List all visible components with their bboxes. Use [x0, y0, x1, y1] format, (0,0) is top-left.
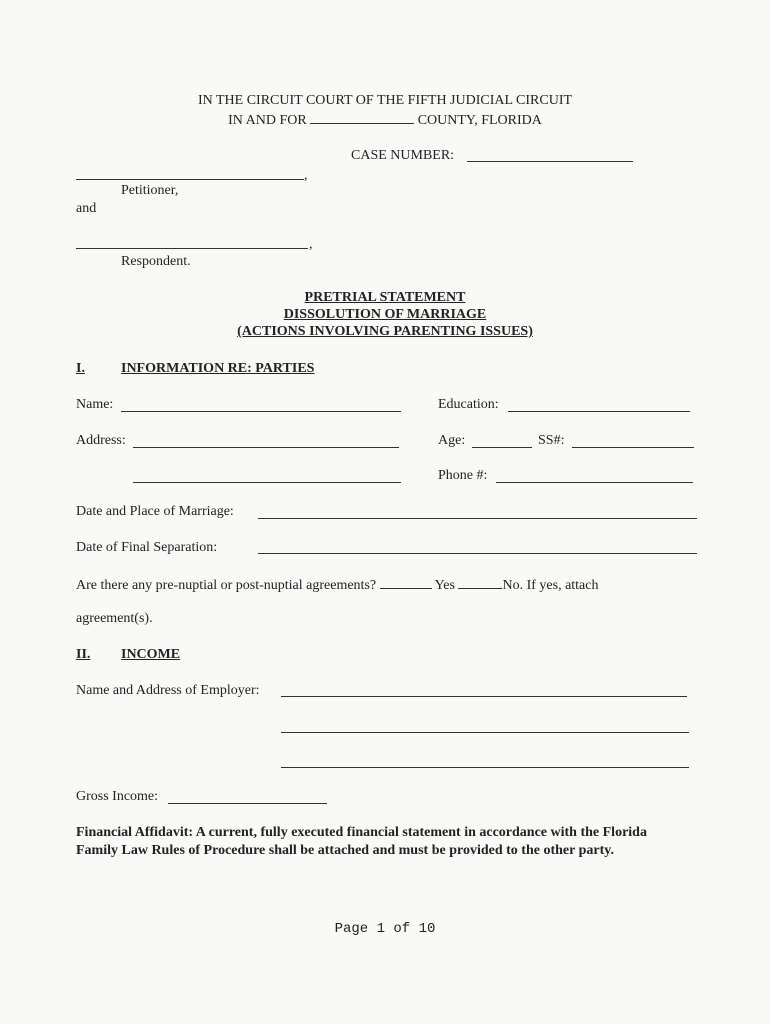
page-number: Page 1 of 10 — [334, 921, 436, 937]
ss-label: SS#: — [538, 433, 565, 448]
education-label: Education: — [438, 397, 499, 412]
gross-income-field[interactable] — [168, 803, 327, 804]
age-field[interactable] — [472, 447, 532, 448]
county-prefix: IN AND FOR — [228, 113, 307, 128]
phone-label: Phone #: — [438, 468, 488, 483]
address-field-1[interactable] — [133, 447, 399, 448]
education-field[interactable] — [508, 411, 690, 412]
county-line — [0, 111, 770, 129]
employer-label: Name and Address of Employer: — [76, 683, 260, 698]
county-field[interactable] — [310, 111, 414, 124]
title-line1: PRETRIAL STATEMENT — [304, 290, 466, 305]
affidavit-line2: Family Law Rules of Procedure shall be attached and must be provided to the other party. — [76, 843, 614, 858]
employer-field-2[interactable] — [281, 732, 689, 733]
respondent-field[interactable] — [76, 248, 308, 249]
section2-heading: INCOME — [121, 647, 181, 662]
agreements-yes-field[interactable] — [380, 576, 432, 589]
age-label: Age: — [438, 433, 466, 448]
agreements-cont: agreement(s). — [76, 611, 153, 626]
affidavit-line1: Financial Affidavit: A current, fully executed financial statement in accordance with the Florida — [76, 825, 647, 840]
respondent-comma: , — [309, 237, 313, 252]
name-label: Name: — [76, 397, 114, 412]
marriage-label: Date and Place of Marriage: — [76, 504, 234, 519]
section2-number: II. — [76, 647, 91, 662]
section1-number: I. — [76, 361, 85, 376]
gross-income-label: Gross Income: — [76, 789, 159, 804]
case-number-label: CASE NUMBER: — [351, 148, 455, 163]
petitioner-field[interactable] — [76, 179, 304, 180]
petitioner-comma: , — [304, 168, 308, 183]
yes-label: Yes — [434, 578, 455, 593]
title-line2: DISSOLUTION OF MARRIAGE — [283, 307, 487, 322]
separation-label: Date of Final Separation: — [76, 540, 218, 555]
and-label: and — [76, 201, 97, 216]
name-field[interactable] — [121, 411, 401, 412]
agreements-question — [76, 576, 599, 594]
court-name: IN THE CIRCUIT COURT OF THE FIFTH JUDICIAL CIRCUIT — [197, 93, 573, 108]
address-field-2[interactable] — [133, 482, 401, 483]
separation-field[interactable] — [258, 553, 697, 554]
title-line3: (ACTIONS INVOLVING PARENTING ISSUES) — [237, 324, 533, 339]
phone-field[interactable] — [496, 482, 693, 483]
no-label: No. If yes, attach — [502, 578, 599, 593]
employer-field-1[interactable] — [281, 696, 687, 697]
agreements-no-field[interactable] — [458, 576, 502, 589]
case-number-field[interactable] — [467, 161, 633, 162]
ss-field[interactable] — [572, 447, 694, 448]
employer-field-3[interactable] — [281, 767, 689, 768]
address-label: Address: — [76, 433, 126, 448]
petitioner-label: Petitioner, — [121, 183, 179, 198]
county-suffix: COUNTY, FLORIDA — [417, 113, 542, 128]
respondent-label: Respondent. — [121, 254, 191, 269]
agreements-question-text: Are there any pre-nuptial or post-nuptial agreements? — [76, 578, 377, 593]
section1-heading: INFORMATION RE: PARTIES — [121, 361, 315, 376]
marriage-field[interactable] — [258, 518, 697, 519]
